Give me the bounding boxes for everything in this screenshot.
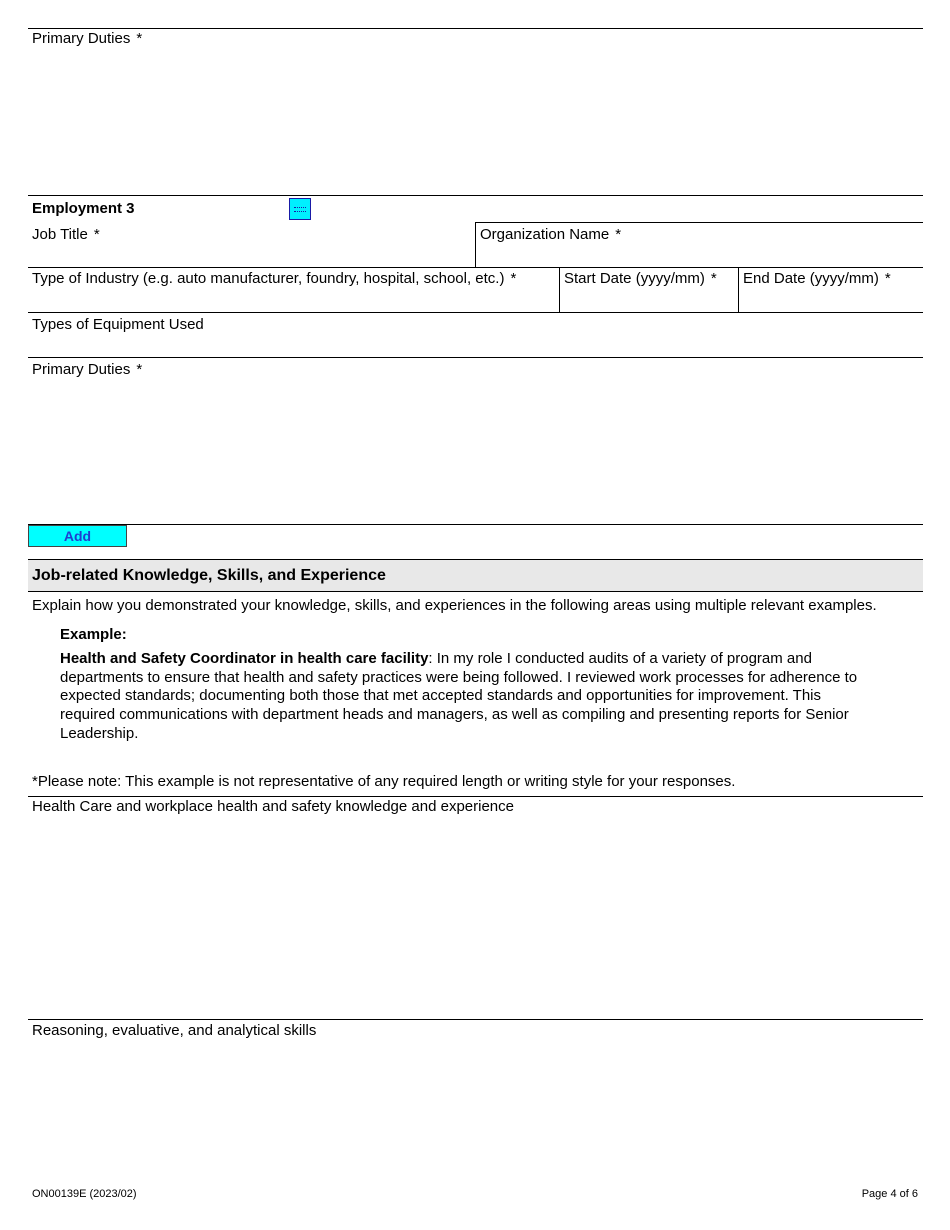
section-title: Job-related Knowledge, Skills, and Experience bbox=[32, 567, 386, 584]
reasoning-skills-label: Reasoning, evaluative, and analytical skills bbox=[32, 1022, 317, 1039]
primary-duties-label: Primary Duties * bbox=[32, 361, 143, 378]
divider bbox=[28, 524, 923, 525]
end-date-input[interactable] bbox=[739, 290, 923, 312]
section-intro: Explain how you demonstrated your knowledge, skills, and experiences in the following areas using multiple relevant examples. bbox=[32, 597, 877, 614]
start-date-input[interactable] bbox=[560, 290, 737, 312]
industry-type-label: Type of Industry (e.g. auto manufacturer, foundry, hospital, school, etc.) * bbox=[32, 270, 517, 287]
divider bbox=[28, 796, 923, 797]
organization-name-label: Organization Name * bbox=[480, 226, 622, 243]
section-header bbox=[28, 559, 923, 592]
end-date-label: End Date (yyyy/mm) * bbox=[743, 270, 891, 287]
prev-primary-duties-field[interactable] bbox=[28, 50, 923, 194]
divider bbox=[28, 1019, 923, 1020]
primary-duties-field[interactable] bbox=[28, 380, 923, 524]
health-care-knowledge-label: Health Care and workplace health and safety knowledge and experience bbox=[32, 798, 514, 815]
example-role: Health and Safety Coordinator in health care facility bbox=[60, 650, 429, 667]
employment-3-heading: Employment 3 bbox=[32, 200, 135, 217]
industry-type-input[interactable] bbox=[28, 290, 558, 312]
example-label: Example: bbox=[60, 626, 127, 643]
equipment-label: Types of Equipment Used bbox=[32, 316, 204, 333]
job-title-input[interactable] bbox=[28, 244, 474, 266]
divider bbox=[28, 267, 923, 268]
form-code: ON00139E (2023/02) bbox=[32, 1188, 137, 1200]
divider bbox=[28, 357, 923, 358]
minus-icon bbox=[294, 207, 306, 212]
divider bbox=[28, 312, 923, 313]
divider bbox=[28, 28, 923, 29]
health-care-knowledge-field[interactable] bbox=[28, 818, 923, 1018]
equipment-input[interactable] bbox=[28, 334, 923, 356]
page-number: Page 4 of 6 bbox=[861, 1188, 918, 1200]
divider bbox=[475, 222, 923, 223]
organization-name-input[interactable] bbox=[476, 244, 923, 266]
add-employment-button[interactable]: Add bbox=[28, 525, 127, 547]
reasoning-skills-field[interactable] bbox=[28, 1042, 923, 1182]
start-date-label: Start Date (yyyy/mm) * bbox=[564, 270, 717, 287]
remove-employment-button[interactable] bbox=[289, 198, 311, 220]
divider bbox=[28, 195, 923, 196]
example-text: : In my role I conducted audits of a variety of program and departments to ensure that health and safety practices were being followed. I reviewed work processes for adherence to expected standards; documenting both those that met accepted standards and opportunities for improvement. This required communications with department heads and managers, as well as compiling and presenting reports for Senior Leadership. bbox=[60, 650, 858, 742]
example-note: *Please note: This example is not representative of any required length or writing style for your responses. bbox=[32, 773, 736, 790]
job-title-label: Job Title * bbox=[32, 226, 100, 243]
prev-primary-duties-label: Primary Duties * bbox=[32, 30, 143, 47]
example-paragraph bbox=[60, 650, 880, 744]
